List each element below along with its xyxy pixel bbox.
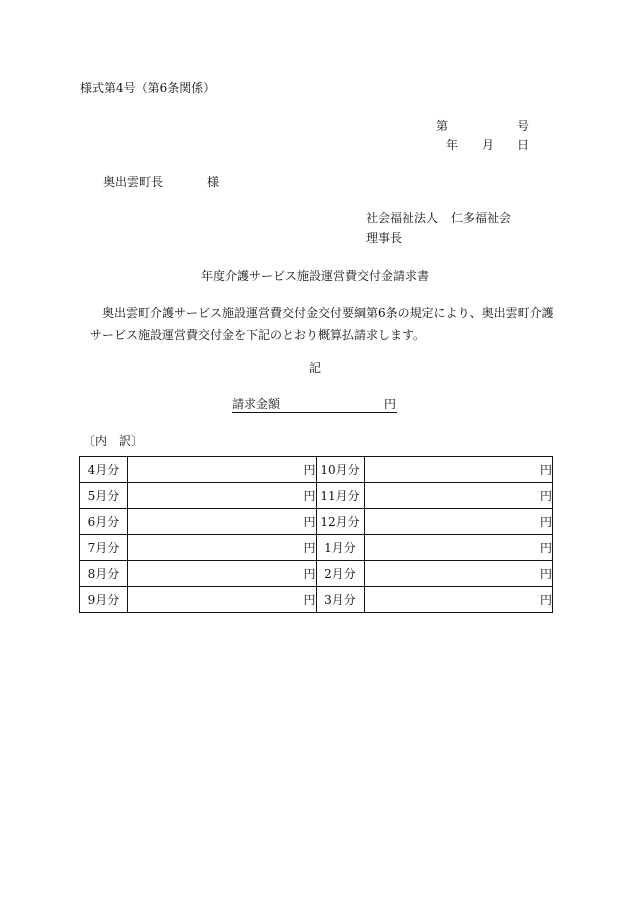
amount-cell: 円 <box>364 509 553 535</box>
amount-cell: 円 <box>364 457 553 483</box>
amount-cell: 円 <box>364 561 553 587</box>
date-month: 月 <box>482 138 495 152</box>
table-row <box>80 483 553 509</box>
date-day: 日 <box>517 138 530 152</box>
amount-cell: 円 <box>364 535 553 561</box>
month-cell: 1月分 <box>316 535 364 561</box>
amount-cell: 円 <box>128 457 317 483</box>
claim-amount-unit: 円 <box>383 397 396 411</box>
breakdown-table <box>79 456 553 613</box>
body-line-1: 奥出雲町介護サービス施設運営費交付金交付要綱第6条の規定により、奥出雲町介護 <box>90 306 554 320</box>
month-cell: 4月分 <box>80 457 128 483</box>
form-id: 様式第4号（第6条関係） <box>80 81 216 95</box>
date-year: 年 <box>446 138 459 152</box>
amount-cell: 円 <box>364 587 553 613</box>
addressee-honorific: 様 <box>207 175 220 189</box>
document-title: 年度介護サービス施設運営費交付金請求書 <box>200 269 429 283</box>
month-cell: 9月分 <box>80 587 128 613</box>
amount-cell: 円 <box>128 561 317 587</box>
table-row <box>80 587 553 613</box>
month-cell: 6月分 <box>80 509 128 535</box>
doc-number-suffix: 号 <box>516 119 529 133</box>
month-cell: 5月分 <box>80 483 128 509</box>
table-row <box>80 509 553 535</box>
amount-cell: 円 <box>128 535 317 561</box>
claim-amount-label: 請求金額 <box>232 397 281 411</box>
table-row <box>80 457 553 483</box>
corp-type: 社会福祉法人 <box>366 211 439 225</box>
ki-heading: 記 <box>308 361 321 375</box>
doc-number-prefix: 第 <box>436 119 449 133</box>
addressee-name: 奥出雲町長 <box>103 175 164 189</box>
amount-cell: 円 <box>128 483 317 509</box>
table-row <box>80 561 553 587</box>
breakdown-label: 〔内 訳〕 <box>83 434 144 448</box>
applicant-title: 理事長 <box>366 231 403 245</box>
corp-name: 仁多福祉会 <box>451 211 512 225</box>
month-cell: 10月分 <box>316 457 364 483</box>
body-text <box>90 302 570 346</box>
body-line-2: サービス施設運営費交付金を下記のとおり概算払請求します。 <box>90 328 426 342</box>
month-cell: 7月分 <box>80 535 128 561</box>
month-cell: 12月分 <box>316 509 364 535</box>
month-cell: 8月分 <box>80 561 128 587</box>
claim-amount <box>232 398 397 413</box>
month-cell: 3月分 <box>316 587 364 613</box>
addressee <box>103 175 220 189</box>
applicant-corporation <box>366 212 511 224</box>
table-row <box>80 535 553 561</box>
amount-cell: 円 <box>364 483 553 509</box>
month-cell: 11月分 <box>316 483 364 509</box>
month-cell: 2月分 <box>316 561 364 587</box>
amount-cell: 円 <box>128 509 317 535</box>
amount-cell: 円 <box>128 587 317 613</box>
